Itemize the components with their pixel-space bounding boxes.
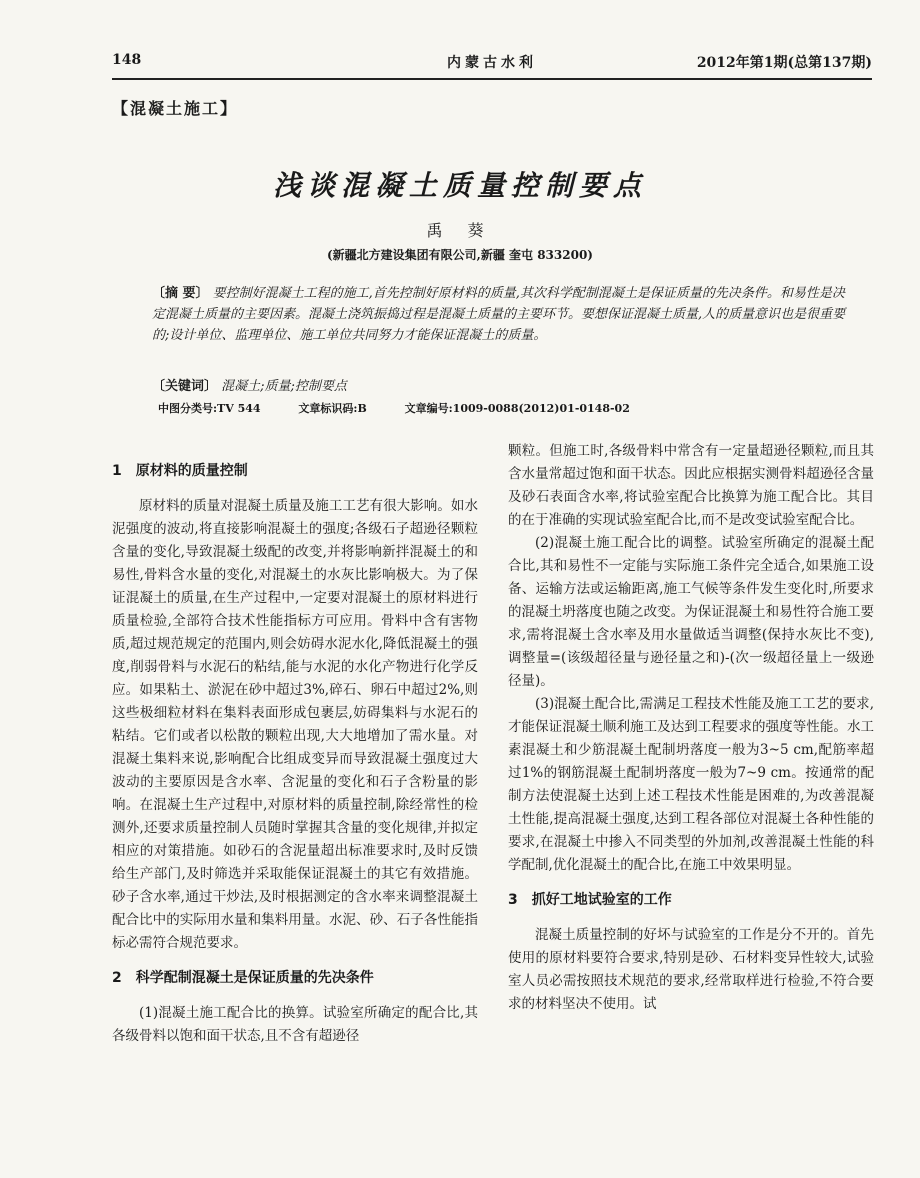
- abstract-text: 要控制好混凝土工程的施工,首先控制好原材料的质量,其次科学配制混凝土是保证质量的先决条件。和易性是决定混凝土质量的主要因素。混凝土浇筑振捣过程是混凝土质量的主要环节。要想保证混凝土质量,人的质量意识也是很重要的;设计单位、监理单位、施工单位共同努力才能保证混凝土的质量。: [152, 286, 846, 343]
- keywords: [152, 375, 347, 394]
- heading-3: 3 抓好工地试验室的工作: [508, 892, 672, 908]
- issue-info: 2012年第1期(总第137期): [696, 55, 872, 71]
- article-title: 浅谈混凝土质量控制要点: [272, 169, 647, 202]
- keywords-text: 混凝土;质量;控制要点: [221, 379, 347, 394]
- header-rule: [112, 78, 872, 80]
- keywords-label: 〔关键词〕: [152, 379, 218, 394]
- paragraph: 颗粒。但施工时,各级骨料中常含有一定量超逊径颗粒,而且其含水量常超过饱和面干状态。因此应根据实测骨料超逊径含量及砂石表面含水率,将试验室配合比换算为施工配合比。其目的在于准确的实现试验室配合比,而不是改变试验室配合比。: [508, 443, 874, 528]
- heading-2: 2 科学配制混凝土是保证质量的先决条件: [112, 970, 374, 986]
- paragraph: 混凝土质量控制的好坏与试验室的工作是分不开的。首先使用的原材料要符合要求,特别是砂、石材料变异性较大,试验室人员必需按照技术规范的要求,经常取样进行检验,不符合要求的材料坚决不使用。试: [508, 927, 874, 1012]
- section-label: 【混凝土施工】: [112, 99, 239, 118]
- journal-name: 内蒙古水利: [447, 55, 537, 71]
- paragraph: (2)混凝土施工配合比的调整。试验室所确定的混凝土配合比,其和易性不一定能与实际施工条件完全适合,如果施工设备、运输方法或运输距离,施工气候等条件发生变化时,所要求的混凝土坍落度也随之改变。为保证混凝土和易性符合施工要求,需将混凝土含水率及用水量做适当调整(保持水灰比不变),调整量=(该级超径量与逊径量之和)-(次一级超径量上一级逊径量)。: [508, 535, 874, 689]
- abstract: [152, 283, 852, 346]
- left-column: [112, 448, 478, 1048]
- author: 禹 葵: [426, 221, 494, 240]
- heading-1: 1 原材料的质量控制: [112, 463, 248, 479]
- clc-number: 中图分类号:TV 544: [158, 402, 261, 415]
- abstract-label: 〔摘 要〕: [152, 286, 209, 301]
- article-number: 文章编号:1009-0088(2012)01-0148-02: [404, 402, 630, 415]
- classification-line: [158, 400, 718, 416]
- paragraph: (3)混凝土配合比,需满足工程技术性能及施工工艺的要求,才能保证混凝土顺利施工及达到工程要求的强度等性能。水工素混凝土和少筋混凝土配制坍落度一般为3~5 cm,配筋率超过1%的钢筋混凝土配制坍落度一般为7~9 cm。按通常的配制方法使混凝土达到上述工程技术性能是困难的,为改善混凝土性能,提高混凝土强度,达到工程各部位对混凝土各种性能的要求,在混凝土中掺入不同类型的外加剂,改善混凝土性能的科学配制,优化混凝土的配合比,在施工中效果明显。: [508, 696, 874, 873]
- document-code: 文章标识码:B: [298, 402, 367, 415]
- affiliation: (新疆北方建设集团有限公司,新疆 奎屯 833200): [327, 248, 593, 262]
- paragraph: 原材料的质量对混凝土质量及施工工艺有很大影响。如水泥强度的波动,将直接影响混凝土的强度;各级石子超逊径颗粒含量的变化,导致混凝土级配的改变,并将影响新拌混凝土的和易性,骨料含水量的变化,对混凝土的水灰比影响极大。为了保证混凝土的质量,在生产过程中,一定要对混凝土的原材料进行质量检验,全部符合技术性能指标方可应用。骨料中含有害物质,超过规范规定的范围内,则会妨碍水泥水化,降低混凝土的强度,削弱骨料与水泥石的粘结,能与水泥的水化产物进行化学反应。如果粘土、淤泥在砂中超过3%,碎石、卵石中超过2%,则这些极细粒材料在集料表面形成包裹层,妨碍集料与水泥石的粘结。它们或者以松散的颗粒出现,大大地增加了需水量。对混凝土集料来说,影响配合比组成变异而导致混凝土强度过大波动的主要原因是含水率、含泥量的变化和石子含粉量的影响。在混凝土生产过程中,对原材料的质量控制,除经常性的检测外,还要求质量控制人员随时掌握其含量的变化规律,并拟定相应的对策措施。如砂石的含泥量超出标准要求时,及时反馈给生产部门,及时筛选并采取能保证混凝土的其它有效措施。砂子含水率,通过干炒法,及时根据测定的含水率来调整混凝土配合比中的实际用水量和集料用量。水泥、砂、石子各性能指标必需符合规范要求。: [112, 498, 478, 951]
- right-column: [508, 440, 874, 1016]
- page-number: 148: [112, 52, 142, 68]
- paragraph: (1)混凝土施工配合比的换算。试验室所确定的配合比,其各级骨料以饱和面干状态,且不含有超逊径: [112, 1005, 478, 1044]
- running-header: [112, 46, 872, 76]
